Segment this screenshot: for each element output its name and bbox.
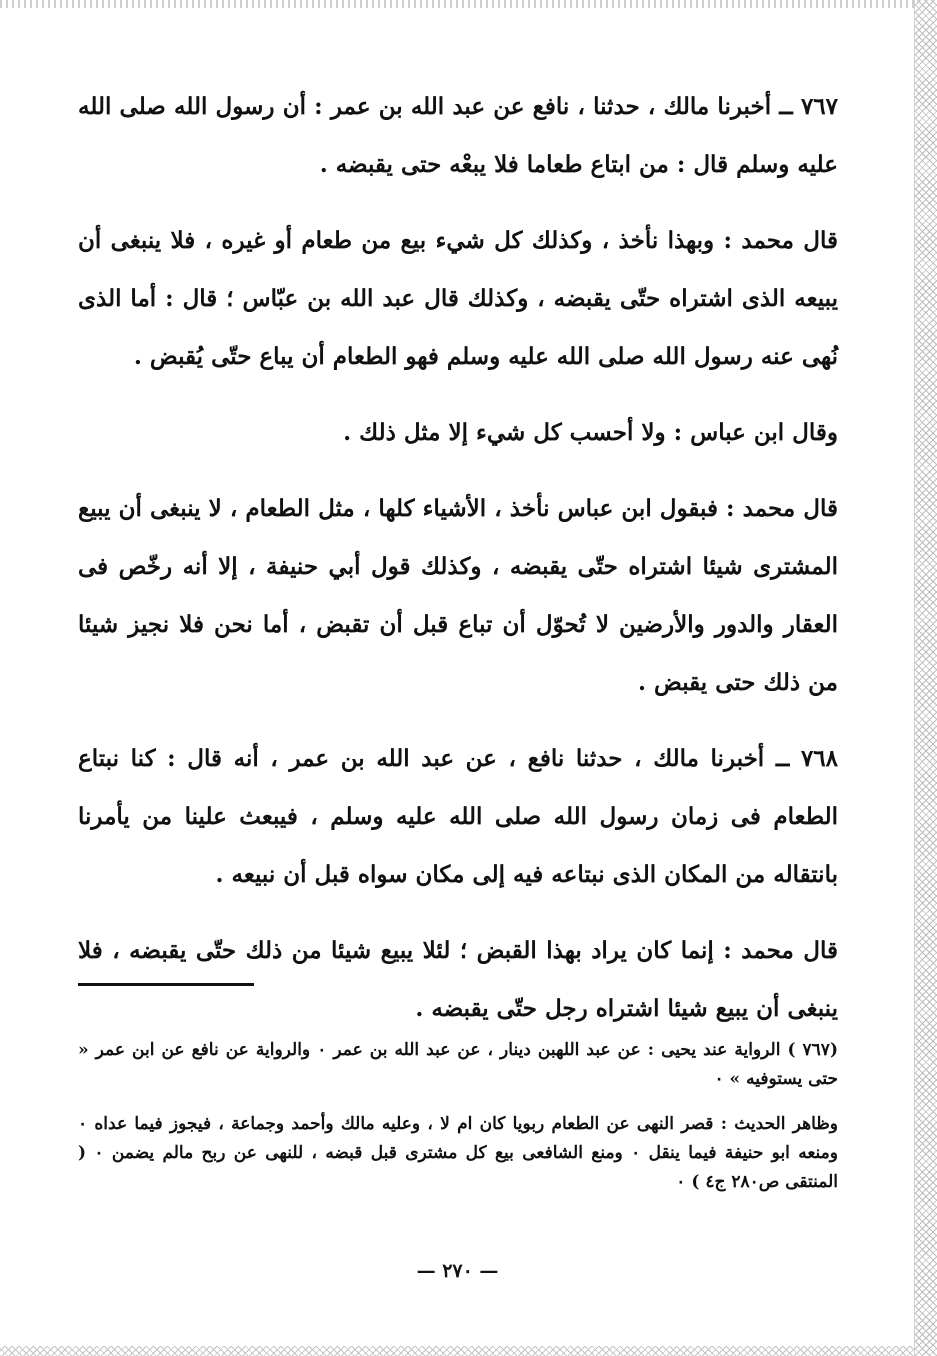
top-border-decoration — [0, 0, 915, 8]
paragraph-ibn-abbas: وقال ابن عباس : ولا أحسب كل شيء إلا مثل ذلك . — [343, 419, 838, 446]
paragraph-767-hadith: ٧٦٧ ــ أخبرنا مالك ، حدثنا ، نافع عن عبد الله بن عمر : أن رسول الله صلى الله عليه وسلم قال : من ابتاع طعاما فلا يبعْه حتى يقبضه . — [78, 93, 838, 178]
paragraph-768-hadith: ٧٦٨ ــ أخبرنا مالك ، حدثنا نافع ، عن عبد الله بن عمر ، أنه قال : كنا نبتاع الطعام فى زمان رسول الله صلى الله عليه وسلم ، فيبعث علينا من يأمرنا بانتقاله من المكان الذى نبتاعه فيه إلى مكان سواه قبل أن نبيعه . — [78, 745, 838, 888]
footnote-separator — [78, 983, 254, 986]
paragraph-muhammad-comment-2: قال محمد : فبقول ابن عباس نأخذ ، الأشياء كلها ، مثل الطعام ، لا ينبغى أن يبيع المشترى شيئا اشتراه حتّى يقبضه ، وكذلك قول أبي حنيفة ، إلا أنه رخّص فى العقار والدور والأرضين لا تُحوّل أن تباع قبل أن تقبض ، أما نحن فلا نجيز شيئا من ذلك حتى يقبض . — [78, 495, 838, 696]
paragraph-muhammad-comment-3: قال محمد : إنما كان يراد بهذا القبض ؛ لئلا يبيع شيئا من ذلك حتّى يقبضه ، فلا ينبغى أن يبيع شيئا اشتراه رجل حتّى يقبضه . — [78, 937, 838, 1022]
footnote-commentary: وظاهر الحديث : قصر النهى عن الطعام ربويا كان ام لا ، وعليه مالك وأحمد وجماعة ، فيجوز فيما عداه ٠ ومنعه ابو حنيفة فيما ينقل ٠ ومنع الشافعى بيع كل مشترى قبل قبضه ، للنهى عن ربح مالم يضمن ٠ ( المنتقى ص٢٨٠ ج٤ ) ٠ — [78, 1114, 838, 1192]
footnote-767: (٧٦٧ ) الرواية عند يحيى : عن عبد اللهبن دينار ، عن عبد الله بن عمر ٠ والرواية عن نافع عن ابن عمر « حتى يستوفيه » ٠ — [78, 1040, 838, 1089]
bottom-border-decoration — [0, 1346, 915, 1356]
right-border-decoration — [914, 0, 937, 1356]
page-number: — ٢٧٠ — — [416, 1260, 499, 1282]
main-text — [78, 78, 838, 1056]
paragraph-muhammad-comment-1: قال محمد : وبهذا نأخذ ، وكذلك كل شيء بيع من طعام أو غيره ، فلا ينبغى أن يبيعه الذى اشتراه حتّى يقبضه ، وكذلك قال عبد الله بن عبّاس ؛ قال : أما الذى نُهى عنه رسول الله صلى الله عليه وسلم فهو الطعام أن يباع حتّى يُقبض . — [78, 227, 838, 370]
footnotes — [78, 1036, 838, 1213]
